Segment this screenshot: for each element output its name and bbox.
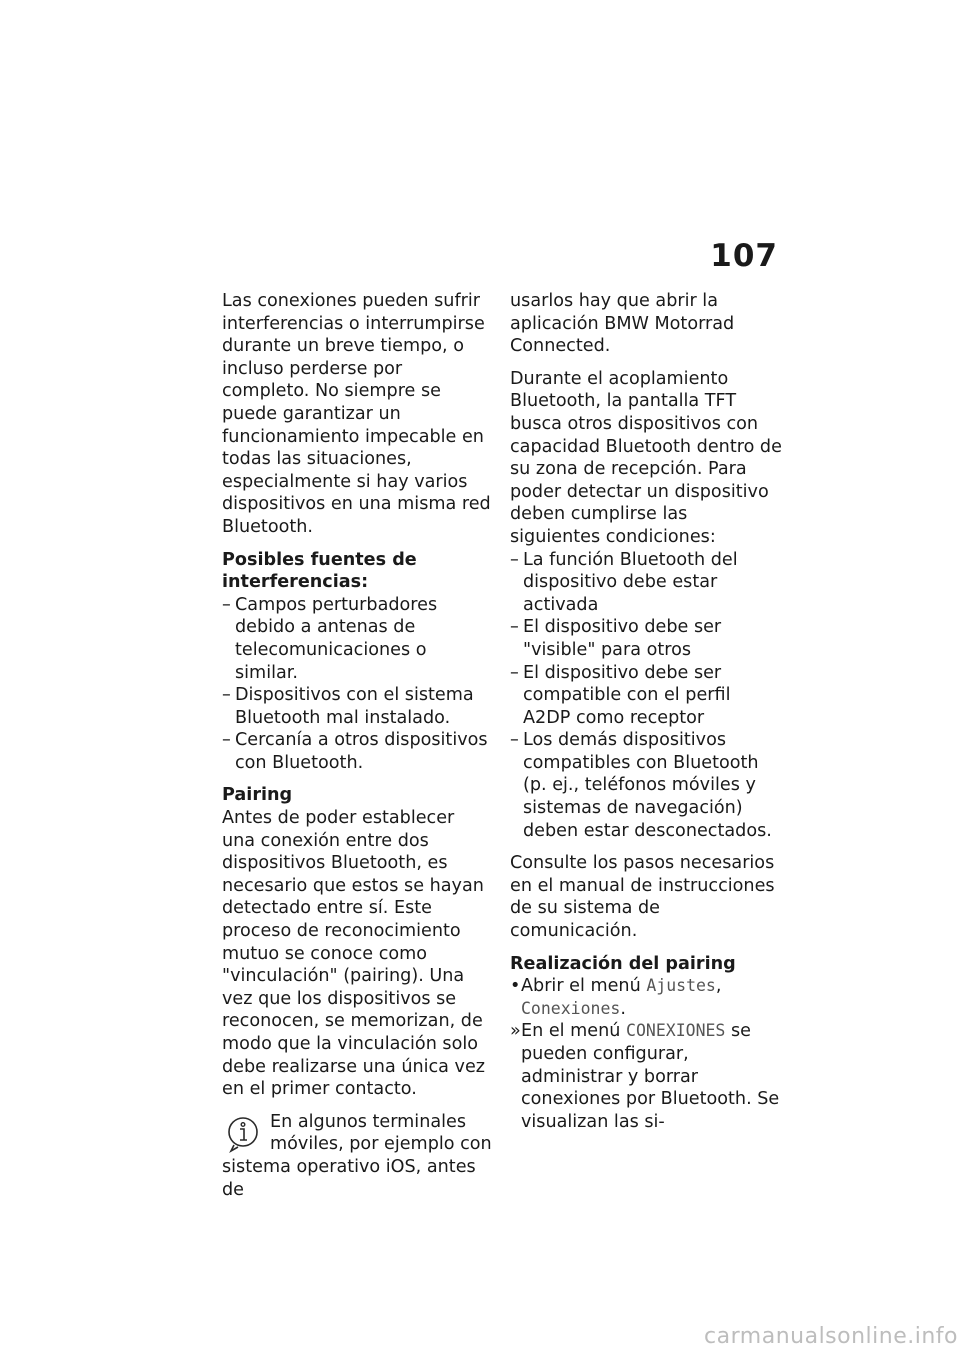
- list-item: – Cercanía a otros dispositivos con Bluetooth.: [222, 729, 492, 774]
- coupling-paragraph: Durante el acoplamiento Bluetooth, la pantalla TFT busca otros dispositivos con capacidad Bluetooth dentro de su zona de recepción. Para poder detectar un dispositivo deben cumplirse las siguientes condiciones:: [510, 368, 782, 547]
- menu-ajustes: Ajustes: [646, 976, 716, 996]
- tip-note: [222, 1111, 492, 1201]
- list-item: – Campos perturbadores debido a antenas de telecomunicaciones o similar.: [222, 594, 492, 684]
- menu-conexiones: Conexiones: [521, 998, 621, 1018]
- tip-text: En algunos terminales móviles, por ejemplo con sistema operativo iOS, antes de: [222, 1111, 492, 1200]
- right-column: [510, 290, 782, 1133]
- consult-paragraph: Consulte los pasos necesarios en el manual de instrucciones de su sistema de comunicación.: [510, 853, 775, 942]
- step-end: .: [620, 998, 626, 1019]
- interference-heading: Posibles fuentes de interferencias:: [222, 549, 417, 593]
- step-open-menu: [510, 975, 782, 1020]
- left-column: [222, 290, 492, 1201]
- list-item: – Dispositivos con el sistema Bluetooth mal instalado.: [222, 684, 492, 729]
- interference-intro: Las conexiones pueden sufrir interferencias o interrumpirse durante un breve tiempo, o incluso perderse por completo. No siempre se puede garantizar un funcionamiento impecable en todas las situaciones, especialmente si hay varios dispositivos en una misma red Bluetooth.: [222, 291, 491, 537]
- menu-conexiones-upper: CONEXIONES: [626, 1021, 726, 1041]
- list-item: – El dispositivo debe ser "visible" para otros: [510, 616, 782, 661]
- step-text-rest: se pueden configurar, administrar y borrar conexiones por Bluetooth. Se visualizan las si-: [521, 1021, 780, 1132]
- continued-paragraph: usarlos hay que abrir la aplicación BMW Motorrad Connected.: [510, 291, 735, 357]
- pairing-heading: Pairing: [222, 785, 293, 806]
- conditions-list: [510, 549, 782, 843]
- list-item: – La función Bluetooth del dispositivo debe estar activada: [510, 549, 782, 617]
- step-text: En el menú: [521, 1021, 627, 1042]
- pairing-paragraph: Antes de poder establecer una conexión entre dos dispositivos Bluetooth, es necesario que estos se hayan detectado entre sí. Este proceso de reconocimiento mutuo se conoce como "vinculación" (pairing). Una vez que los dispositivos se reconocen, se memorizan, de modo que la vinculación solo debe realizarse una única vez en el primer contacto.: [222, 808, 486, 1100]
- step-text: Abrir el menú: [521, 976, 647, 997]
- interference-list: [222, 594, 492, 775]
- realizacion-heading: Realización del pairing: [510, 953, 736, 974]
- separator: ,: [715, 976, 722, 997]
- watermark: carmanualsonline.info: [704, 1324, 958, 1349]
- page-number: 107: [710, 238, 778, 274]
- info-icon: [226, 1113, 262, 1153]
- step-result: [510, 1020, 782, 1133]
- list-item: – Los demás dispositivos compatibles con Bluetooth (p. ej., teléfonos móviles y sistemas de navegación) deben estar desconectados.: [510, 729, 782, 842]
- list-item: – El dispositivo debe ser compatible con el perfil A2DP como receptor: [510, 662, 782, 730]
